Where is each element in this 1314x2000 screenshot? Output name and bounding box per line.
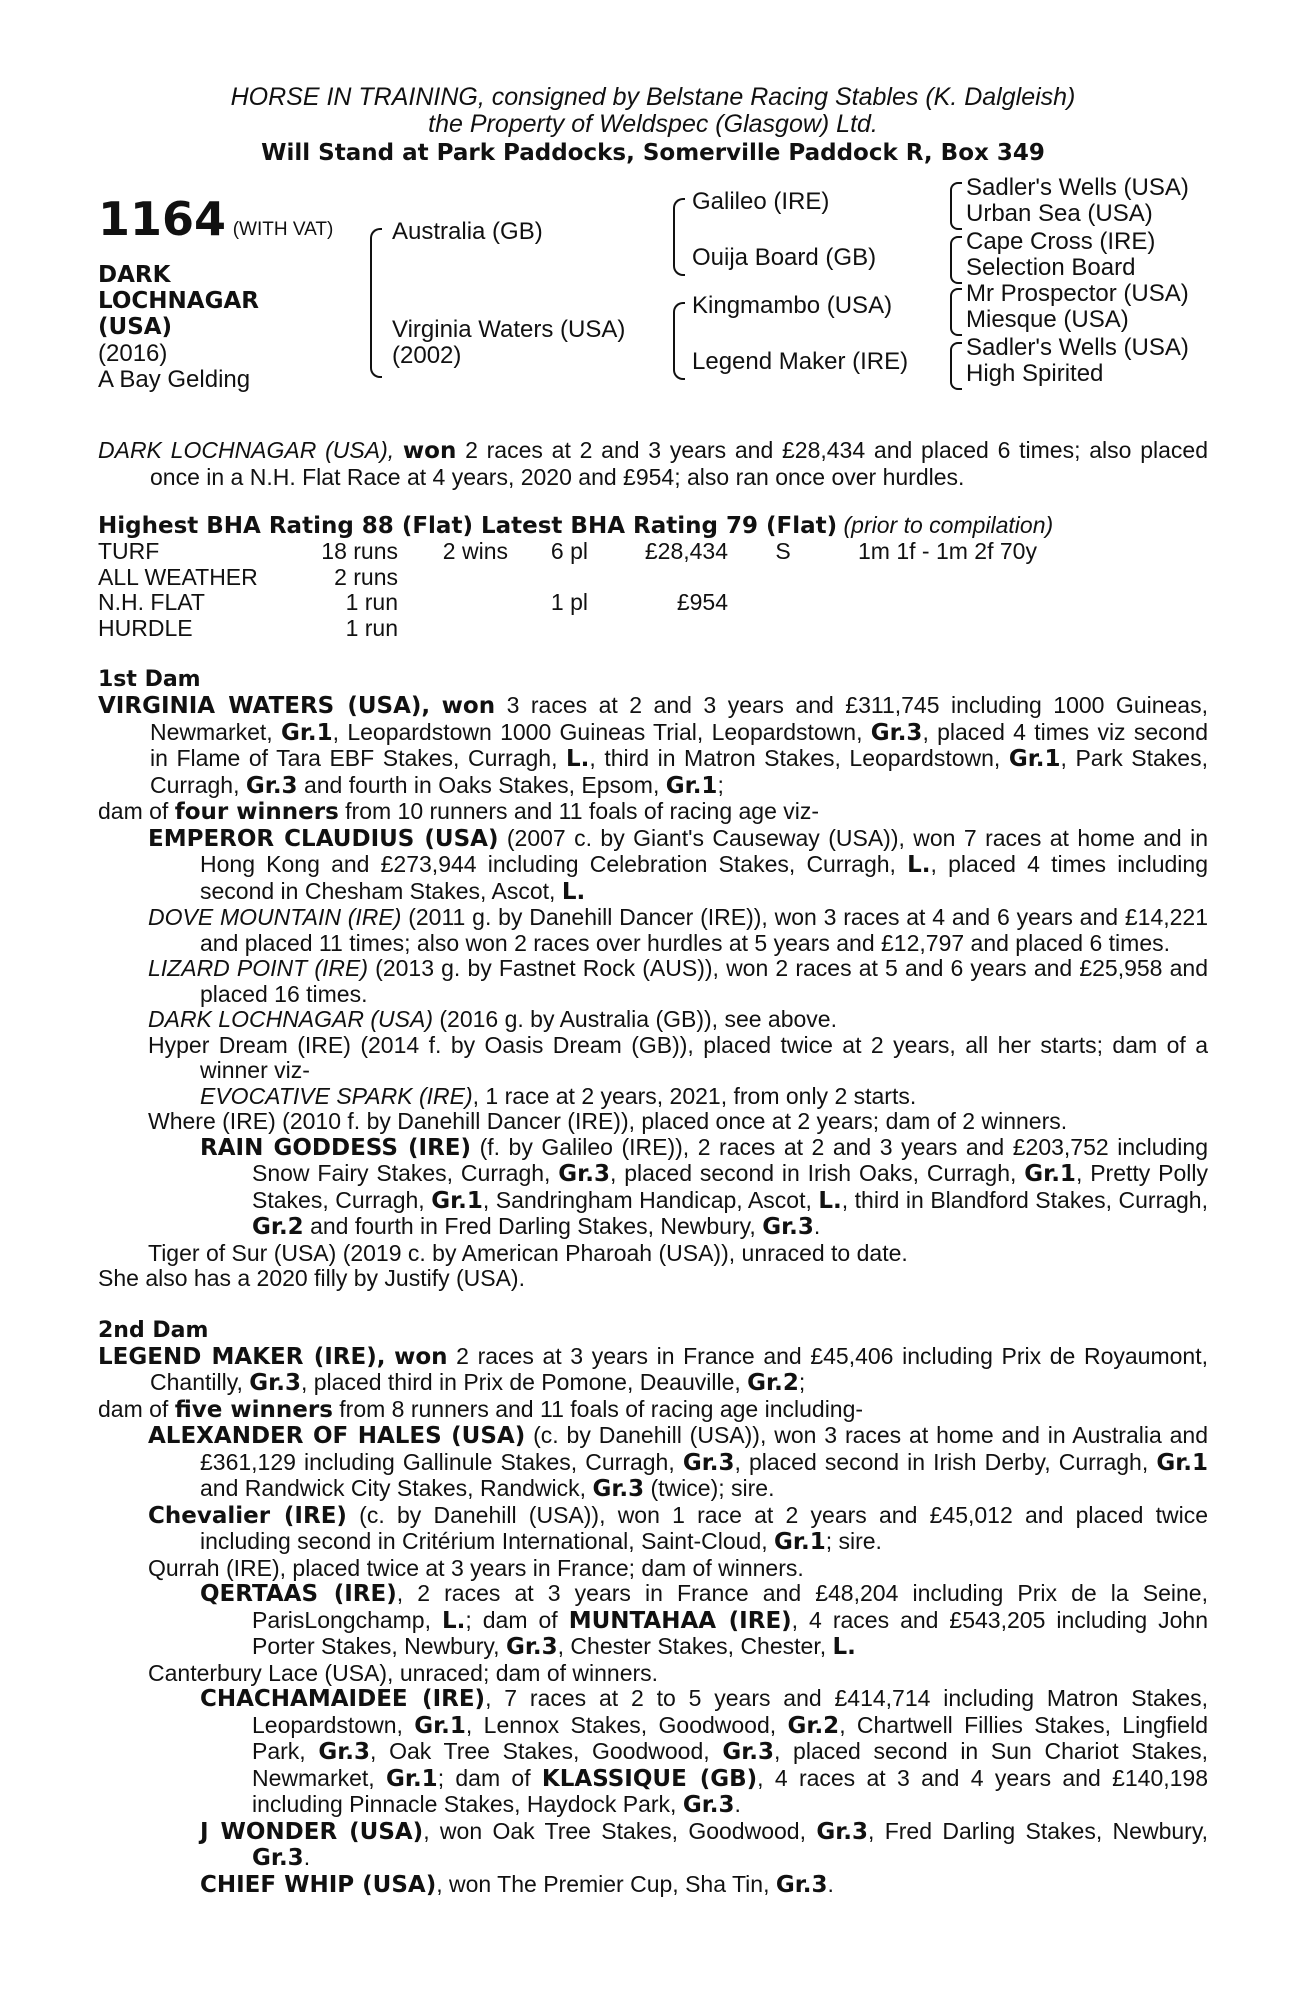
sire-sire-dam: Urban Sea (USA) <box>966 200 1153 227</box>
record-surface: HURDLE <box>98 614 193 641</box>
record-money <box>588 616 728 642</box>
horse-name-3: (USA) <box>98 314 173 340</box>
record-money: £28,434 <box>644 538 728 564</box>
gen3-brace-2 <box>950 236 962 284</box>
record-surface: N.H. FLAT <box>98 589 205 615</box>
record-runs: 1 run <box>345 614 398 641</box>
record-wins <box>398 590 508 616</box>
record-wins <box>398 616 508 642</box>
record-surface: TURF <box>98 538 160 564</box>
race-record-table <box>98 539 1138 641</box>
lot-number-block <box>98 194 333 244</box>
dam-dam: Legend Maker (IRE) <box>692 348 909 375</box>
record-row <box>98 539 1138 565</box>
second-dam-heading: 2nd Dam <box>98 1317 209 1343</box>
dam-line-brace <box>673 302 685 380</box>
sire-dam-brace <box>370 228 382 378</box>
sire-dam-sire: Cape Cross (IRE) <box>966 228 1156 255</box>
record-money <box>588 565 728 591</box>
record-row <box>98 616 1138 642</box>
produce-hyper-dream: Hyper Dream (IRE) (2014 f. by Oasis Dream (GB)), placed twice at 2 years, all her starts; dam of a winner viz- <box>148 1031 1208 1083</box>
produce-alexander-of-hales: ALEXANDER OF HALES (USA) (c. by Danehill (USA)), won 3 races at home and in Australia and £361,129 including Gallinule Stakes, Curragh, Gr.3, placed second in Irish Derby, Curragh, Gr.1 and Randwick City Stakes, Randwick, Gr.3 (twice); sire. <box>148 1422 1208 1502</box>
sire-sire: Galileo (IRE) <box>692 188 830 215</box>
sire-sire-sire: Sadler's Wells (USA) <box>966 174 1189 201</box>
sire-dam: Ouija Board (GB) <box>692 244 877 271</box>
consignor-line: HORSE IN TRAINING, consigned by Belstane Racing Stables (K. Dalgleish) <box>230 83 1076 111</box>
produce-dark-lochnagar: DARK LOCHNAGAR (USA) (2016 g. by Australia (GB)), see above. <box>148 1006 837 1032</box>
produce-chevalier: Chevalier (IRE) (c. by Danehill (USA)), won 1 race at 2 years and £45,012 and placed twice including second in Critérium International, Saint-Cloud, Gr.1; sire. <box>148 1501 1208 1555</box>
second-dam-produce-summary: dam of five winners from 8 runners and 11 foals of racing age including- <box>98 1395 864 1423</box>
record-dist <box>838 590 1138 616</box>
stabling-line: Will Stand at Park Paddocks, Somerville Paddock R, Box 349 <box>261 140 1045 166</box>
produce-lizard-point: LIZARD POINT (IRE) (2013 g. by Fastnet Rock (AUS)), won 2 races at 5 and 6 years and £25,958 and placed 16 times. <box>148 955 1208 1007</box>
owner-line: the Property of Weldspec (Glasgow) Ltd. <box>428 110 878 138</box>
record-pl: 6 pl <box>550 538 588 564</box>
record-wins: 2 wins <box>442 538 508 564</box>
produce-2020-filly: She also has a 2020 filly by Justify (USA). <box>98 1265 525 1291</box>
produce-evocative-spark: EVOCATIVE SPARK (IRE), 1 race at 2 years, 2021, from only 2 starts. <box>200 1082 917 1109</box>
sire-line-brace <box>673 198 685 276</box>
record-dist <box>838 565 1138 591</box>
record-runs: 2 runs <box>334 563 398 590</box>
produce-rain-goddess: RAIN GODDESS (IRE) (f. by Galileo (IRE)), 2 races at 2 and 3 years and £203,752 including Snow Fairy Stakes, Curragh, Gr.3, placed second in Irish Oaks, Curragh, Gr.1, Pretty Polly Stakes, Curragh, Gr.1, Sandringham Handicap, Ascot, L., third in Blandford Stakes, Curragh, Gr.2 and fourth in Fred Darling Stakes, Newbury, Gr.3. <box>200 1133 1208 1240</box>
first-dam-record: VIRGINIA WATERS (USA), won 3 races at 2 and 3 years and £311,745 including 1000 Guineas, Newmarket, Gr.1, Leopardstown 1000 Guineas Trial, Leopardstown, Gr.3, placed 4 times viz second in Flame of Tara EBF Stakes, Curragh, L., third in Matron Stakes, Leopardstown, Gr.1, Park Stakes, Curragh, Gr.3 and fourth in Oaks Stakes, Epsom, Gr.1; <box>98 692 1208 799</box>
second-dam-record: LEGEND MAKER (IRE), won 2 races at 3 years in France and £45,406 including Prix de Royaumont, Chantilly, Gr.3, placed third in Prix de Pomone, Deauville, Gr.2; <box>98 1342 1208 1396</box>
produce-chief-whip: CHIEF WHIP (USA), won The Premier Cup, Sha Tin, Gr.3. <box>200 1870 834 1898</box>
produce-tiger-of-sur: Tiger of Sur (USA) (2019 c. by American Pharoah (USA)), unraced to date. <box>148 1239 908 1266</box>
produce-where: Where (IRE) (2010 f. by Danehill Dancer (IRE)), placed once at 2 years; dam of 2 winners. <box>148 1108 1068 1134</box>
first-dam-heading: 1st Dam <box>98 667 201 692</box>
produce-chachamaidee: CHACHAMAIDEE (IRE), 7 races at 2 to 5 years and £414,714 including Matron Stakes, Leopardstown, Gr.1, Lennox Stakes, Goodwood, Gr.2, Chartwell Fillies Stakes, Lingfield Park, Gr.3, Oak Tree Stakes, Goodwood, Gr.3, placed second in Sun Chariot Stakes, Newmarket, Gr.1; dam of KLASSIQUE (GB), 4 races at 3 and 4 years and £140,198 including Pinnacle Stakes, Haydock Park, Gr.3. <box>200 1685 1208 1818</box>
record-dist: 1m 1f - 1m 2f 70y <box>858 538 1037 564</box>
dam-dam-dam: High Spirited <box>966 360 1104 387</box>
record-row <box>98 590 1138 616</box>
produce-dove-mountain: DOVE MOUNTAIN (IRE) (2011 g. by Danehill Dancer (IRE)), won 3 races at 4 and 6 years and £14,221 and placed 11 times; also won 2 races over hurdles at 5 years and £12,797 and placed 6 times. <box>148 904 1209 956</box>
record-runs: 18 runs <box>321 538 398 564</box>
record-going <box>728 590 838 616</box>
dam-sire: Kingmambo (USA) <box>692 292 893 319</box>
vat-label: (WITH VAT) <box>232 219 334 240</box>
horse-name-2: LOCHNAGAR <box>98 288 259 314</box>
produce-qurrah: Qurrah (IRE), placed twice at 3 years in France; dam of winners. <box>148 1554 804 1581</box>
record-pl <box>508 616 588 642</box>
record-row <box>98 565 1138 591</box>
bha-rating: Highest BHA Rating 88 (Flat) Latest BHA Rating 79 (Flat) (prior to compilation) <box>98 512 1054 539</box>
produce-emperor-claudius: EMPEROR CLAUDIUS (USA) (2007 c. by Giant's Causeway (USA)), won 7 races at home and in Hong Kong and £273,944 including Celebration Stakes, Curragh, L., placed 4 times including second in Chesham Stakes, Ascot, L. <box>148 824 1209 905</box>
dam-dam-sire: Sadler's Wells (USA) <box>966 334 1189 361</box>
sire: Australia (GB) <box>392 218 543 245</box>
gen3-brace-3 <box>950 288 962 336</box>
gen3-brace-4 <box>950 342 962 390</box>
catalogue-page <box>98 84 1208 1898</box>
gen3-brace-1 <box>950 182 962 230</box>
lot-number: 1164 <box>98 192 227 246</box>
foaling-year: (2016) <box>98 340 168 367</box>
record-going <box>728 565 838 591</box>
produce-j-wonder: J WONDER (USA), won Oak Tree Stakes, Goodwood, Gr.3, Fred Darling Stakes, Newbury, Gr.3. <box>200 1817 1208 1871</box>
record-pl: 1 pl <box>550 589 588 615</box>
record-dist <box>838 616 1138 642</box>
record-runs: 1 run <box>345 589 398 615</box>
horse-description: A Bay Gelding <box>98 366 251 393</box>
produce-canterbury-lace: Canterbury Lace (USA), unraced; dam of winners. <box>148 1659 659 1686</box>
record-money: £954 <box>676 589 728 615</box>
dam-sire-dam: Miesque (USA) <box>966 306 1129 333</box>
sire-dam-dam: Selection Board <box>966 254 1136 281</box>
record-wins <box>398 565 508 591</box>
record-pl <box>508 565 588 591</box>
record-going: S <box>775 538 791 564</box>
horse-name-1: DARK <box>98 262 171 288</box>
pedigree <box>98 174 1208 428</box>
dam: Virginia Waters (USA) <box>392 316 626 343</box>
produce-qertaas: QERTAAS (IRE), 2 races at 3 years in France and £48,204 including Prix de la Seine, ParisLongchamp, L.; dam of MUNTAHAA (IRE), 4 races and £543,205 including John Porter Stakes, Newbury, Gr.3, Chester Stakes, Chester, L. <box>200 1580 1208 1660</box>
race-summary: DARK LOCHNAGAR (USA), won 2 races at 2 and 3 years and £28,434 and placed 6 times; also placed once in a N.H. Flat Race at 4 years, 2020 and £954; also ran once over hurdles. <box>98 437 1208 490</box>
dam-year: (2002) <box>392 342 462 369</box>
record-going <box>728 616 838 642</box>
record-surface: ALL WEATHER <box>98 563 258 590</box>
first-dam-produce-summary: dam of four winners from 10 runners and 11 foals of racing age viz- <box>98 798 820 825</box>
dam-sire-sire: Mr Prospector (USA) <box>966 280 1189 307</box>
